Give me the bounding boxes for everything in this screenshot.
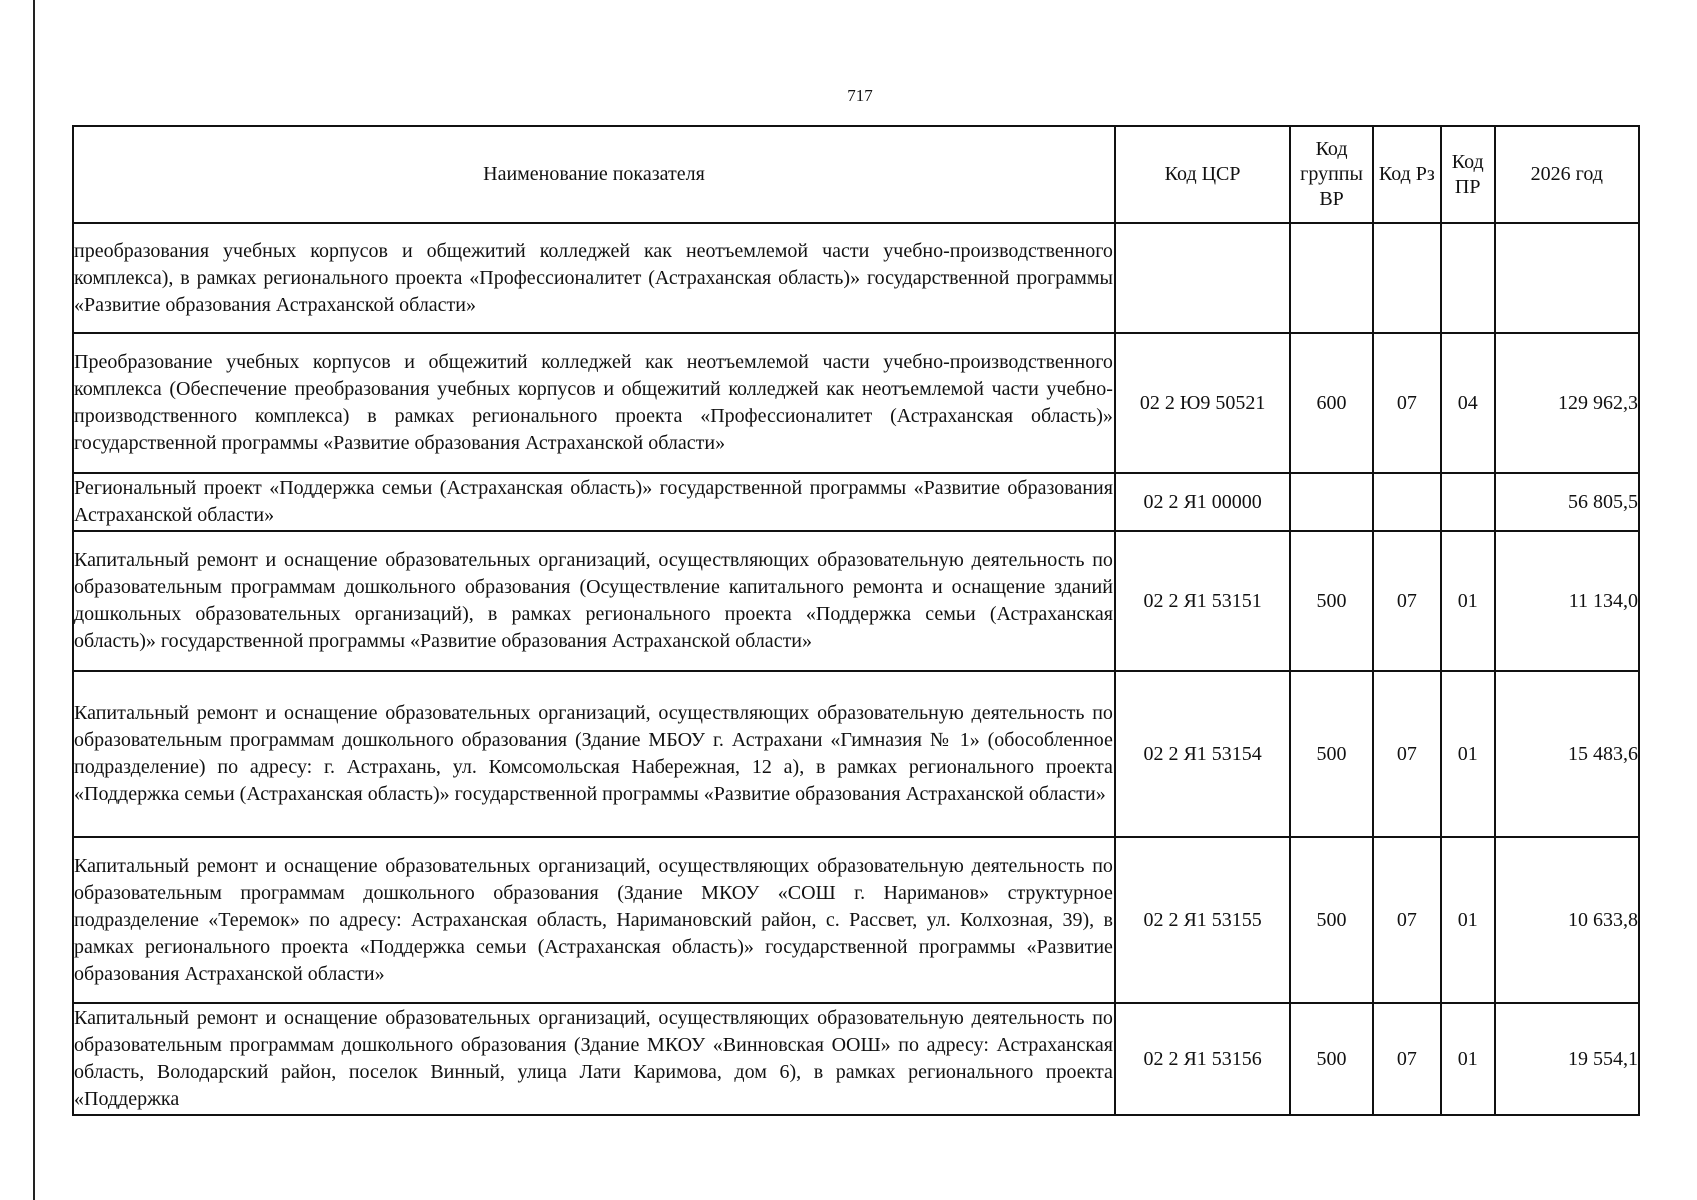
row-name: преобразования учебных корпусов и общежитий колледжей как неотъемлемой части учебно-производственного комплекса), в рамках регионального проекта «Профессионалитет (Астраханская область)» государственной программы «Развитие образования Астраханской области» bbox=[73, 223, 1115, 333]
table-row bbox=[73, 531, 1639, 671]
row-name: Преобразование учебных корпусов и общежитий колледжей как неотъемлемой части учебно-производственного комплекса (Обеспечение преобразования учебных корпусов и общежитий колледжей как неотъемлемой части учебно-производственного комплекса) в рамках регионального проекта «Профессионалитет (Астраханская область)» государственной программы «Развитие образования Астраханской области» bbox=[73, 333, 1115, 473]
row-csr: 02 2 Я1 53155 bbox=[1115, 837, 1290, 1003]
row-pr bbox=[1441, 473, 1495, 531]
row-name: Капитальный ремонт и оснащение образовательных организаций, осуществляющих образовательную деятельность по образовательным программам дошкольного образования (Осуществление капитального ремонта и оснащение зданий дошкольных образовательных организаций), в рамках регионального проекта «Поддержка семьи (Астраханская область)» государственной программы «Развитие образования Астраханской области» bbox=[73, 531, 1115, 671]
header-year: 2026 год bbox=[1495, 126, 1639, 223]
row-amount: 11 134,0 bbox=[1495, 531, 1639, 671]
budget-table bbox=[72, 125, 1640, 1116]
header-pr: Код ПР bbox=[1441, 126, 1495, 223]
row-name: Капитальный ремонт и оснащение образовательных организаций, осуществляющих образовательную деятельность по образовательным программам дошкольного образования (Здание МБОУ г. Астрахани «Гимназия № 1» (обособленное подразделение) по адресу: г. Астрахань, ул. Комсомольская Набережная, 12 а), в рамках регионального проекта «Поддержка семьи (Астраханская область)» государственной программы «Развитие образования Астраханской области» bbox=[73, 671, 1115, 837]
row-csr: 02 2 Я1 53156 bbox=[1115, 1003, 1290, 1115]
row-pr: 01 bbox=[1441, 531, 1495, 671]
row-pr bbox=[1441, 223, 1495, 333]
row-pr: 01 bbox=[1441, 837, 1495, 1003]
row-amount: 129 962,3 bbox=[1495, 333, 1639, 473]
row-rz: 07 bbox=[1373, 671, 1441, 837]
row-rz bbox=[1373, 473, 1441, 531]
table-row bbox=[73, 473, 1639, 531]
table-row bbox=[73, 837, 1639, 1003]
row-rz: 07 bbox=[1373, 837, 1441, 1003]
header-csr: Код ЦСР bbox=[1115, 126, 1290, 223]
row-vr: 600 bbox=[1290, 333, 1373, 473]
table-row bbox=[73, 671, 1639, 837]
row-vr bbox=[1290, 473, 1373, 531]
row-csr: 02 2 Я1 53151 bbox=[1115, 531, 1290, 671]
row-csr: 02 2 Я1 00000 bbox=[1115, 473, 1290, 531]
row-amount: 56 805,5 bbox=[1495, 473, 1639, 531]
row-rz: 07 bbox=[1373, 333, 1441, 473]
row-name: Региональный проект «Поддержка семьи (Астраханская область)» государственной программы «Развитие образования Астраханской области» bbox=[73, 473, 1115, 531]
row-vr: 500 bbox=[1290, 531, 1373, 671]
row-amount bbox=[1495, 223, 1639, 333]
row-rz bbox=[1373, 223, 1441, 333]
row-vr: 500 bbox=[1290, 837, 1373, 1003]
row-rz: 07 bbox=[1373, 1003, 1441, 1115]
row-name: Капитальный ремонт и оснащение образовательных организаций, осуществляющих образовательную деятельность по образовательным программам дошкольного образования (Здание МКОУ «СОШ г. Нариманов» структурное подразделение «Теремок» по адресу: Астраханская область, Наримановский район, с. Рассвет, ул. Колхозная, 39), в рамках регионального проекта «Поддержка семьи (Астраханская область)» государственной программы «Развитие образования Астраханской области» bbox=[73, 837, 1115, 1003]
row-vr: 500 bbox=[1290, 671, 1373, 837]
table-header-row bbox=[73, 126, 1639, 223]
row-vr: 500 bbox=[1290, 1003, 1373, 1115]
table-row bbox=[73, 1003, 1639, 1115]
row-amount: 19 554,1 bbox=[1495, 1003, 1639, 1115]
table-row bbox=[73, 223, 1639, 333]
row-name: Капитальный ремонт и оснащение образовательных организаций, осуществляющих образовательную деятельность по образовательным программам дошкольного образования (Здание МКОУ «Винновская ООШ» по адресу: Астраханская область, Володарский район, поселок Винный, улица Лати Каримова, дом 6), в рамках регионального проекта «Поддержка bbox=[73, 1003, 1115, 1115]
table-row bbox=[73, 333, 1639, 473]
row-pr: 01 bbox=[1441, 671, 1495, 837]
header-vr: Код группы ВР bbox=[1290, 126, 1373, 223]
row-pr: 01 bbox=[1441, 1003, 1495, 1115]
header-name: Наименование показателя bbox=[73, 126, 1115, 223]
page-number: 717 bbox=[847, 86, 873, 105]
row-vr bbox=[1290, 223, 1373, 333]
row-rz: 07 bbox=[1373, 531, 1441, 671]
row-amount: 10 633,8 bbox=[1495, 837, 1639, 1003]
header-rz: Код Рз bbox=[1373, 126, 1441, 223]
row-csr: 02 2 Ю9 50521 bbox=[1115, 333, 1290, 473]
row-csr: 02 2 Я1 53154 bbox=[1115, 671, 1290, 837]
row-amount: 15 483,6 bbox=[1495, 671, 1639, 837]
row-pr: 04 bbox=[1441, 333, 1495, 473]
margin-rule bbox=[33, 0, 35, 1200]
row-csr bbox=[1115, 223, 1290, 333]
